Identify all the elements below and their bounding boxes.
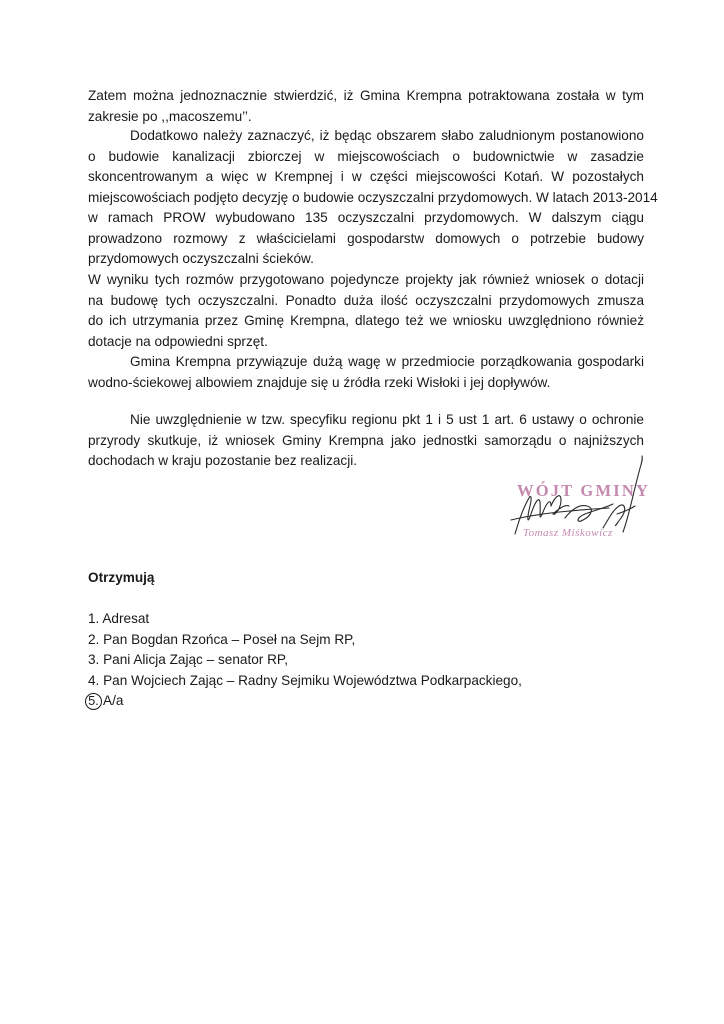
list-item-label: A/a <box>103 693 124 709</box>
text-line: dochodach w kraju pozostanie bez realizacji. <box>88 453 358 468</box>
paragraph-2 <box>88 126 658 270</box>
list-item <box>88 691 522 712</box>
circled-number: 5. <box>85 693 102 710</box>
text-line: Nie uwzględnienie w tzw. specyfiku regionu pkt 1 i 5 ust 1 art. 6 ustawy o ochronie <box>130 412 644 427</box>
paragraph-1 <box>88 86 644 127</box>
text-line: prowadzono rozmowy z właścicielami gospodarstw domowych o potrzebie budowy <box>88 230 644 246</box>
text-line: Gmina Krempna przywiązuje dużą wagę w przedmiocie porządkowania gospodarki <box>130 354 644 369</box>
recipients-heading: Otrzymują <box>88 570 155 585</box>
text-line: Zatem można jednoznacznie stwierdzić, iż Gmina Krempna potraktowana została w tym <box>88 88 644 103</box>
stamp-name: Tomasz Miśkowicz <box>523 527 613 539</box>
text-line: przyrody skutkuje, iż wniosek Gminy Krempna jako jednostki samorządu o najniższych <box>88 432 644 448</box>
paragraph-3 <box>88 270 644 352</box>
text-line: skoncentrowanym a więc w Krempnej i w części miejscowości Kotań. W pozostałych <box>88 169 644 184</box>
handwritten-signature <box>505 454 675 544</box>
text-line: W wyniku tych rozmów przygotowano pojedyncze projekty jak również wniosek o dotacji <box>88 272 644 287</box>
text-line: Dodatkowo należy zaznaczyć, iż będąc obszarem słabo zaludnionym postanowiono <box>130 128 644 143</box>
text-line: wodno-ściekowej albowiem znajduje się u źródła rzeki Wisłoki i jej dopływów. <box>88 374 551 390</box>
text-line: zakresie po ,,macoszemu’’. <box>88 108 252 124</box>
text-line: przydomowych oczyszczalni ścieków. <box>88 251 314 266</box>
list-item: 3. Pani Alicja Zając – senator RP, <box>88 652 288 668</box>
paragraph-4 <box>88 352 644 393</box>
list-item: 4. Pan Wojciech Zając – Radny Sejmiku Województwa Podkarpackiego, <box>88 672 522 688</box>
text-line: do ich utrzymania przez Gminę Krempna, dlatego też we wniosku uwzględniono również <box>88 313 644 328</box>
list-item: 1. Adresat <box>88 611 150 626</box>
list-item: 2. Pan Bogdan Rzońca – Poseł na Sejm RP, <box>88 631 356 647</box>
text-line: miejscowościach podjęto decyzję o budowie oczyszczalni przydomowych. W latach 2013-2014 <box>88 189 658 205</box>
stamp-title: WÓJT GMINY <box>517 481 651 500</box>
recipients-list <box>88 609 522 712</box>
official-stamp <box>505 454 675 544</box>
text-line: na budowę tych oczyszczalni. Ponadto duża ilość oczyszczalni przydomowych zmusza <box>88 292 644 308</box>
text-line: o budowie kanalizacji zbiorczej w miejscowościach o budownictwie w zasadzie <box>88 148 644 164</box>
text-line: dotacje na odpowiedni sprzęt. <box>88 333 268 349</box>
text-line: w ramach PROW wybudowano 135 oczyszczalni przydomowych. W dalszym ciągu <box>88 210 644 225</box>
